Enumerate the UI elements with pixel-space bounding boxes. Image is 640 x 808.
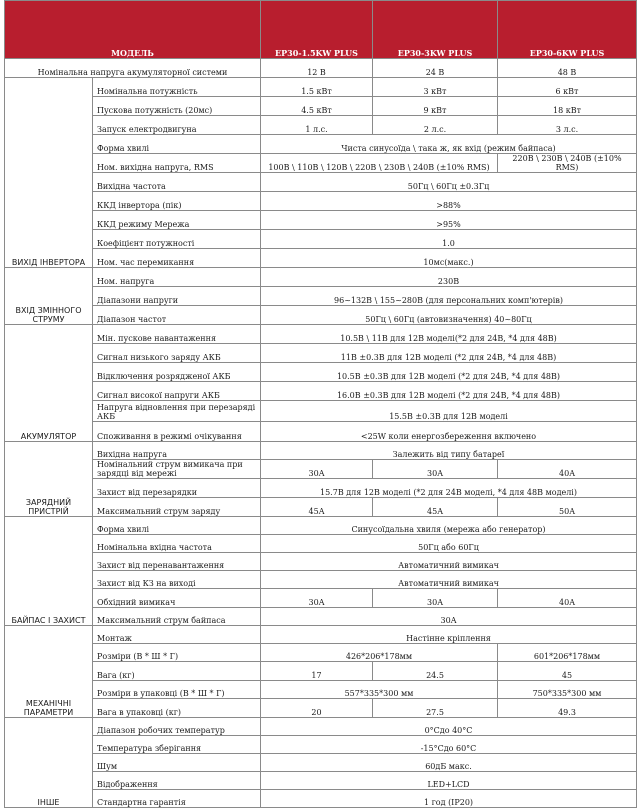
table-row	[5, 699, 637, 718]
table-row	[5, 589, 637, 608]
row-value: 100В \ 110В \ 120В \ 220В \ 230В \ 240В (±10% RMS)	[261, 154, 498, 173]
row-value: 40A	[498, 589, 637, 608]
row-value: 17	[261, 662, 373, 681]
row-value: 6 кВт	[498, 78, 637, 97]
row-label: Захист від перенавантаження	[93, 553, 261, 571]
table-row	[5, 644, 637, 662]
table-row	[5, 535, 637, 553]
row-value: 20	[261, 699, 373, 718]
row-value: 2 л.с.	[373, 116, 498, 135]
table-row	[5, 718, 637, 736]
row-value: 30A	[373, 589, 498, 608]
row-value: 18 кВт	[498, 97, 637, 116]
table-row	[5, 116, 637, 135]
table-row	[5, 230, 637, 249]
table-row	[5, 287, 637, 306]
row-value: 1 год (IP20)	[261, 790, 637, 808]
table-row	[5, 422, 637, 442]
table-row	[5, 363, 637, 382]
table-row	[5, 571, 637, 589]
row-value: 1 л.с.	[261, 116, 373, 135]
row-label: Розміри (В * Ш * Г)	[93, 644, 261, 662]
row-value: 50Гц \ 60Гц ±0.3Гц	[261, 173, 637, 192]
section-title-mechanical: МЕХАНІЧНІ ПАРАМЕТРИ	[5, 626, 93, 718]
table-row	[5, 460, 637, 479]
table-row	[5, 790, 637, 808]
row-label: ККД режиму Мережа	[93, 211, 261, 230]
table-row	[5, 401, 637, 422]
row-value: 30A	[261, 608, 637, 626]
row-value: 27.5	[373, 699, 498, 718]
row-label: Запуск електродвигуна	[93, 116, 261, 135]
row-value: Автоматичний вимикач	[261, 553, 637, 571]
table-row	[5, 78, 637, 97]
table-row	[5, 681, 637, 699]
row-value: 426*206*178мм	[261, 644, 498, 662]
row-value: 30A	[373, 460, 498, 479]
section-title-ac-input: ВХІД ЗМІННОГО СТРУМУ	[5, 268, 93, 325]
row-value: 11В ±0.3В для 12В моделі (*2 для 24В, *4 для 48В)	[261, 344, 637, 363]
row-value: 750*335*300 мм	[498, 681, 637, 699]
row-label: Захист від перезарядки	[93, 479, 261, 498]
section-title-other: ІНШЕ	[5, 718, 93, 808]
row-label: Сигнал низького заряду АКБ	[93, 344, 261, 363]
row-value: 4.5 кВт	[261, 97, 373, 116]
row-label: Діапазони напруги	[93, 287, 261, 306]
row-value: 220В \ 230В \ 240В (±10% RMS)	[498, 154, 637, 173]
table-row	[5, 135, 637, 154]
row-value: 45A	[373, 498, 498, 517]
row-label: Вага (кг)	[93, 662, 261, 681]
table-row	[5, 736, 637, 754]
table-row	[5, 553, 637, 571]
row-value: 3 л.с.	[498, 116, 637, 135]
row-label: Температура зберігання	[93, 736, 261, 754]
table-row	[5, 211, 637, 230]
row-value: 45A	[261, 498, 373, 517]
row-label: Монтаж	[93, 626, 261, 644]
row-label: Максимальний струм заряду	[93, 498, 261, 517]
row-value: 10.5В ±0.3В для 12В моделі (*2 для 24В, *4 для 48В)	[261, 363, 637, 382]
row-value: >95%	[261, 211, 637, 230]
row-label: Форма хвилі	[93, 135, 261, 154]
row-value: LED+LCD	[261, 772, 637, 790]
table-row	[5, 97, 637, 116]
header-row	[5, 1, 637, 59]
row-value: Синусоїдальна хвиля (мережа або генератор)	[261, 517, 637, 535]
section-title-inverter: ВИХІД ІНВЕРТОРА	[5, 78, 93, 268]
row-label: Номінальна напруга акумуляторної системи	[5, 59, 261, 78]
row-label: Захист від КЗ на виході	[93, 571, 261, 589]
row-label: Вихідна частота	[93, 173, 261, 192]
row-value: 50Гц \ 60Гц (автовизначення) 40~80Гц	[261, 306, 637, 325]
model-header-1: EP30-1.5KW PLUS	[261, 1, 373, 59]
row-label: Обхідний вимикач	[93, 589, 261, 608]
row-label: Номінальна вхідна частота	[93, 535, 261, 553]
row-value: >88%	[261, 192, 637, 211]
row-label: Пускова потужність (20мс)	[93, 97, 261, 116]
row-value: 49.3	[498, 699, 637, 718]
row-label: Номінальний струм вимикача при зарядці від мережі	[93, 460, 261, 479]
table-row	[5, 498, 637, 517]
table-row	[5, 249, 637, 268]
row-value: 24.5	[373, 662, 498, 681]
row-label: Форма хвилі	[93, 517, 261, 535]
row-label: Діапазон частот	[93, 306, 261, 325]
row-value: Автоматичний вимикач	[261, 571, 637, 589]
table-row	[5, 344, 637, 363]
table-row	[5, 772, 637, 790]
row-value: Настінне кріплення	[261, 626, 637, 644]
row-value: 3 кВт	[373, 78, 498, 97]
model-header: МОДЕЛЬ	[5, 1, 261, 59]
row-value: 601*206*178мм	[498, 644, 637, 662]
row-value: 10.5В \ 11В для 12В моделі(*2 для 24В, *4 для 48В)	[261, 325, 637, 344]
table-row	[5, 442, 637, 460]
row-value: 15.5В ±0.3В для 12В моделі	[261, 401, 637, 422]
row-label: Діапазон робочих температур	[93, 718, 261, 736]
row-label: Вихідна напруга	[93, 442, 261, 460]
row-label: Ном. напруга	[93, 268, 261, 287]
row-value: 48 В	[498, 59, 637, 78]
row-label: Сигнал високої напруги АКБ	[93, 382, 261, 401]
row-label: Стандартна гарантія	[93, 790, 261, 808]
row-value: 10мс(макс.)	[261, 249, 637, 268]
row-label: ККД інвертора (пік)	[93, 192, 261, 211]
row-label: Розміри в упаковці (В * Ш * Г)	[93, 681, 261, 699]
row-label: Максимальний струм байпаса	[93, 608, 261, 626]
table-row	[5, 192, 637, 211]
section-title-charger: ЗАРЯДНИЙ ПРИСТРІЙ	[5, 442, 93, 517]
model-header-2: EP30-3KW PLUS	[373, 1, 498, 59]
row-value: 15.7В для 12В моделі (*2 для 24В моделі, *4 для 48В моделі)	[261, 479, 637, 498]
row-value: -15°Сдо 60°С	[261, 736, 637, 754]
spec-table	[4, 0, 637, 808]
row-value: 96~132В \ 155~280В (для персональних комп'ютерів)	[261, 287, 637, 306]
row-value: 557*335*300 мм	[261, 681, 498, 699]
table-row	[5, 268, 637, 287]
table-row	[5, 754, 637, 772]
row-label: Ном. вихідна напруга, RMS	[93, 154, 261, 173]
row-value: 230В	[261, 268, 637, 287]
table-row	[5, 382, 637, 401]
section-title-battery: АКУМУЛЯТОР	[5, 325, 93, 442]
table-row	[5, 306, 637, 325]
row-label: Напруга відновлення при перезаряді АКБ	[93, 401, 261, 422]
table-row	[5, 173, 637, 192]
row-value: 50A	[498, 498, 637, 517]
row-value: 1.5 кВт	[261, 78, 373, 97]
row-label: Номінальна потужність	[93, 78, 261, 97]
row-value: 30A	[261, 460, 373, 479]
row-value: Залежить від типу батареї	[261, 442, 637, 460]
row-label: Шум	[93, 754, 261, 772]
row-label: Споживання в режимі очікування	[93, 422, 261, 442]
table-row	[5, 662, 637, 681]
row-value: 60дБ макс.	[261, 754, 637, 772]
row-value: <25W коли енергозбереження включено	[261, 422, 637, 442]
row-value: Чиста синусоїда \ така ж, як вхід (режим байпаса)	[261, 135, 637, 154]
table-row	[5, 154, 637, 173]
row-value: 40A	[498, 460, 637, 479]
table-row	[5, 325, 637, 344]
row-value: 30A	[261, 589, 373, 608]
row-value: 9 кВт	[373, 97, 498, 116]
row-value: 50Гц або 60Гц	[261, 535, 637, 553]
section-title-bypass: БАЙПАС І ЗАХИСТ	[5, 517, 93, 626]
table-row	[5, 608, 637, 626]
table-row	[5, 517, 637, 535]
row-value: 12 В	[261, 59, 373, 78]
row-label: Відключення розрядженої АКБ	[93, 363, 261, 382]
row-value: 0°Сдо 40°С	[261, 718, 637, 736]
row-value: 16.0В ±0.3В для 12В моделі (*2 для 24В, *4 для 48В)	[261, 382, 637, 401]
row-value: 1.0	[261, 230, 637, 249]
table-row	[5, 479, 637, 498]
row-label: Мін. пускове навантаження	[93, 325, 261, 344]
table-row	[5, 59, 637, 78]
row-label: Ном. час перемикання	[93, 249, 261, 268]
model-header-3: EP30-6KW PLUS	[498, 1, 637, 59]
row-value: 24 В	[373, 59, 498, 78]
row-label: Коефіцієнт потужності	[93, 230, 261, 249]
row-label: Вага в упаковці (кг)	[93, 699, 261, 718]
row-label: Відображення	[93, 772, 261, 790]
row-value: 45	[498, 662, 637, 681]
table-row	[5, 626, 637, 644]
